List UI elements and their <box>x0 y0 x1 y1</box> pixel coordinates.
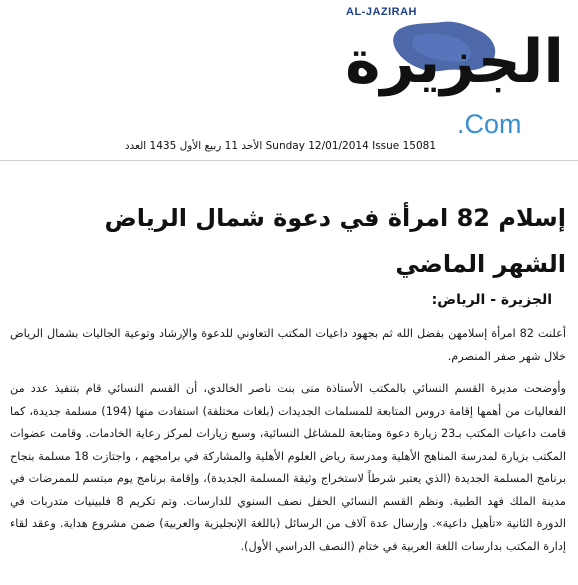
article-byline: الجزيرة - الرياض: <box>431 292 552 308</box>
header-divider <box>0 160 578 161</box>
article-paragraph: أعلنت 82 امرأة إسلامهن بفضل الله ثم بجهود داعيات المكتب التعاوني للدعوة والإرشاد وتوعية الجاليات بشمال الرياض خلال شهر صفر المنصرم. <box>10 327 566 363</box>
logo-english-text: AL-JAZIRAH <box>346 6 417 18</box>
logo-com-text: .Com <box>457 109 522 139</box>
masthead <box>0 0 578 160</box>
article-headline: إسلام 82 امرأة في دعوة شمال الرياض الشهر الماضي <box>104 204 566 278</box>
issue-date-line: Sunday 12/01/2014 Issue 15081 الأحد 11 ربيع الأول 1435 العدد <box>124 140 436 152</box>
article-body <box>10 323 566 568</box>
article-paragraph: وأوضحت مديرة القسم النسائي بالمكتب الأستاذة منى بنت ناصر الخالدي، أن القسم النسائي قام بتنفيذ عدد من الفعاليات من أهمها إقامة دروس المتابعة للمسلمات الجديدات (بلغات مختلفة) استفادت منها (194) مسلمة جديدة، كما قامت داعيات المكتب بـ23 زيارة دعوة ومتابعة للمشاغل النسائية، وسبع زيارات لمركز رعاية الخادمات. وقامت عضوات المكتب بزيارة لمدرسة المناهج الأهلية ومدرسة رياض العلوم الأهلية والمشاركة في برامجهم ، واجتازت 18 مسلمة بنجاح برنامج المسلمة الجديدة (الذي يعتبر شرطاً لاستخراج وثيقة المسلمة الجديدة)، وإقامة برنامج يوم مبتسم للممرضات في مدينة الملك فهد الطبية. ونظم القسم النسائي الحفل نصف السنوي للدارسات. وتم تكريم 8 فلبينيات متدربات في الدورة الثانية «تأهيل داعية». وإرسال عدة آلاف من الرسائل (باللغة الإنجليزية والعربية) ضمن مشروع هداية. وعقد لقاء إدارة المكتب بدارسات اللغة العربية في ختام (النصف الدراسي الأول). <box>10 382 566 553</box>
logo-arabic-text: الجزيرة <box>345 27 564 97</box>
